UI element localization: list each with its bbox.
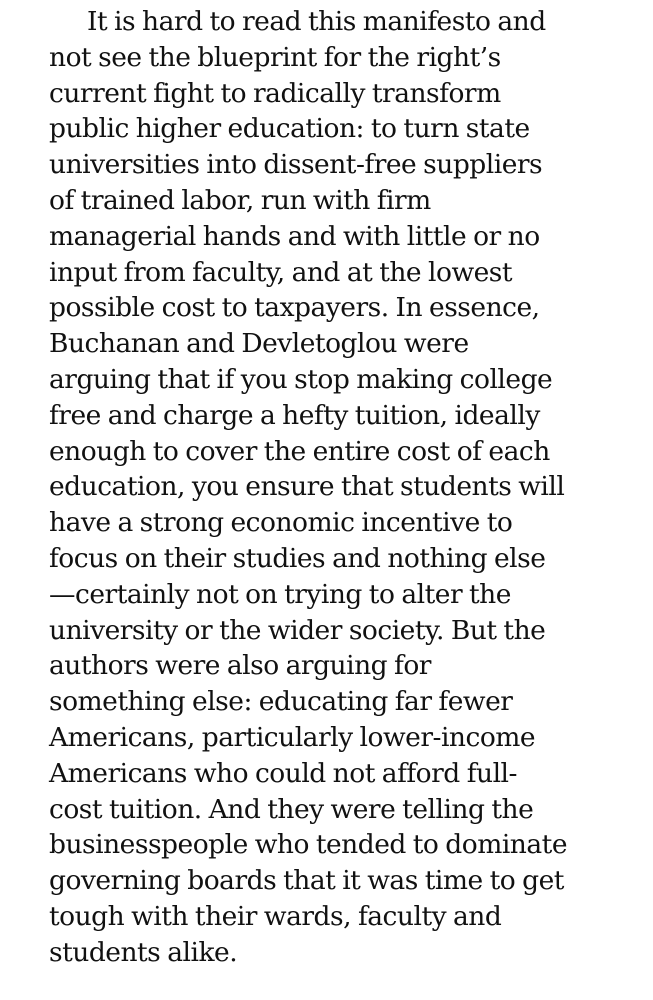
text-line: of trained labor, run with firm [49,184,431,216]
text-line: have a strong economic incentive to [49,507,513,539]
text-line: Americans who could not afford full- [49,757,517,789]
text-line: not see the blueprint for the right’s [49,41,501,73]
text-line: tough with their wards, faculty and [49,900,502,932]
text-line: governing boards that it was time to get [49,865,564,897]
text-line: Americans, particularly lower-income [49,721,536,753]
text-line: managerial hands and with little or no [49,220,540,252]
text-line: universities into dissent-free suppliers [49,149,543,181]
text-line: education, you ensure that students will [49,471,565,503]
text-line: arguing that if you stop making college [49,363,553,395]
text-line: Buchanan and Devletoglou were [49,328,469,360]
text-line: possible cost to taxpayers. In essence, [49,292,540,324]
text-line: input from faculty, and at the lowest [49,256,513,288]
text-line: focus on their studies and nothing else [49,542,546,574]
text-line: students alike. [49,936,238,968]
text-line: current fight to radically transform [49,77,501,109]
text-line: something else: educating far fewer [49,686,513,718]
text-line: public higher education: to turn state [49,113,530,145]
text-line: cost tuition. And they were telling the [49,793,534,825]
text-line: —certainly not on trying to alter the [49,578,511,610]
text-line: free and charge a hefty tuition, ideally [49,399,540,431]
text-line: enough to cover the entire cost of each [49,435,550,467]
text-line: businesspeople who tended to dominate [49,829,568,861]
text-line: authors were also arguing for [49,650,431,682]
text-line: university or the wider society. But the [49,614,546,646]
text-line: It is hard to read this manifesto and [87,6,546,37]
body-paragraph [49,4,649,971]
